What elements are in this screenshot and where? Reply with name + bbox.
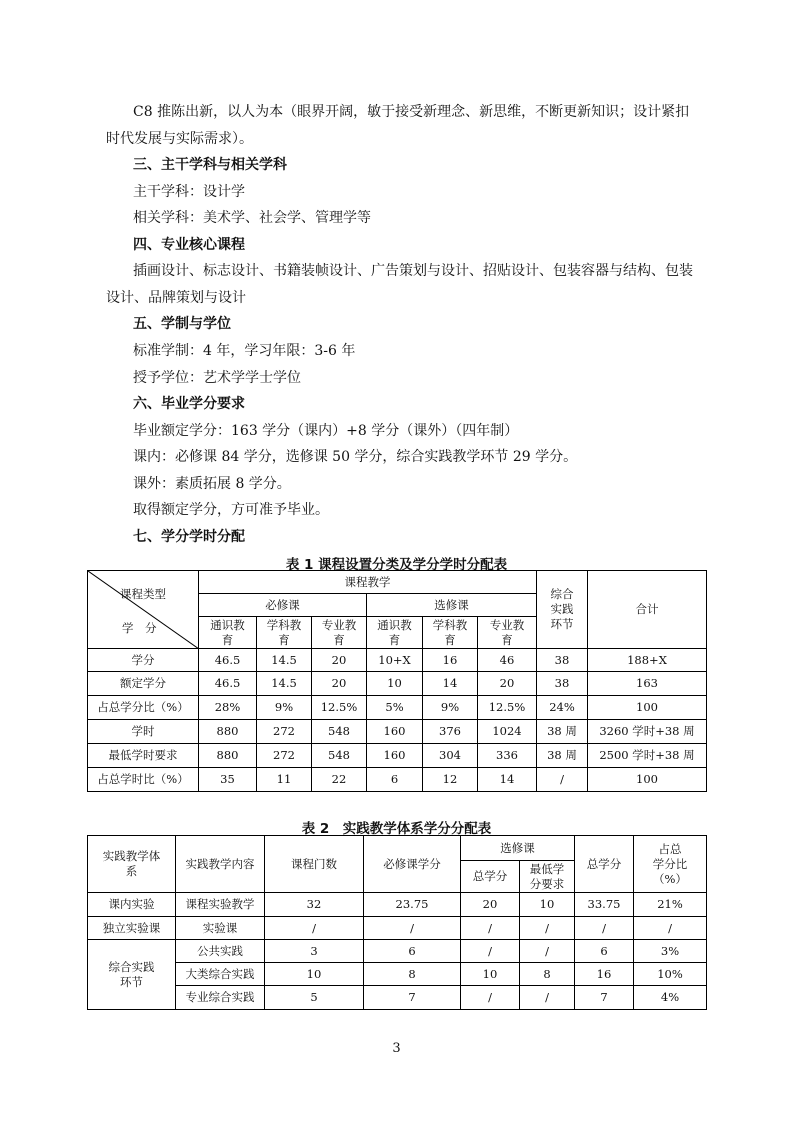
cell: 46: [478, 649, 537, 672]
sub-header: 通识教 育: [367, 617, 423, 649]
corner-course-type: 课程类型: [120, 587, 166, 601]
cell: 3: [265, 940, 364, 963]
cell: 304: [423, 744, 478, 768]
cell: 24%: [537, 696, 588, 720]
cell: 14.5: [257, 672, 312, 696]
cell: /: [634, 917, 707, 940]
credits-in: 课内：必修课 84 学分，选修课 50 学分，综合实践教学环节 29 学分。: [133, 449, 578, 465]
table2-caption: 表 2 实践教学体系学分分配表: [301, 821, 492, 837]
row-label: 最低学时要求: [88, 744, 199, 768]
cell: 6: [575, 940, 634, 963]
heading-core-courses: 四、专业核心课程: [133, 237, 245, 253]
header-ratio: 占总 学分比 （%）: [634, 836, 707, 893]
cell: 11: [257, 768, 312, 792]
credits-out: 课外：素质拓展 8 学分。: [133, 476, 291, 492]
cell: 10+X: [367, 649, 423, 672]
table-row: [88, 963, 707, 986]
table-row: [88, 768, 707, 792]
core-courses-line2: 设计、品牌策划与设计: [106, 290, 246, 306]
sub-header: 通识教 育: [199, 617, 257, 649]
row-content: 实验课: [176, 917, 265, 940]
sub-header: 学科教 育: [423, 617, 478, 649]
heading-disciplines: 三、主干学科与相关学科: [133, 157, 287, 173]
table-row: [88, 893, 707, 917]
cell: 3%: [634, 940, 707, 963]
cell: 16: [423, 649, 478, 672]
header-elective: 选修课: [461, 836, 575, 861]
cell: 28%: [199, 696, 257, 720]
cell: 10: [461, 963, 520, 986]
table1-corner-cell: [88, 571, 199, 649]
cell: 38 周: [537, 720, 588, 744]
cell: 160: [367, 720, 423, 744]
cell: /: [265, 917, 364, 940]
table-row: [88, 696, 707, 720]
cell: 9%: [257, 696, 312, 720]
cell: 163: [588, 672, 707, 696]
cell: 38: [537, 672, 588, 696]
core-courses-line1: 插画设计、标志设计、书籍装帧设计、广告策划与设计、招贴设计、包装容器与结构、包装: [133, 263, 693, 279]
sub-header: 专业教 育: [312, 617, 367, 649]
cell: 8: [364, 963, 461, 986]
table-row: [88, 744, 707, 768]
cell: 272: [257, 720, 312, 744]
cell: 10: [265, 963, 364, 986]
heading-credit-requirements: 六、毕业学分要求: [133, 396, 245, 412]
cell: 880: [199, 744, 257, 768]
table-row: [88, 986, 707, 1010]
header-elective-total: 总学分: [461, 861, 520, 893]
cell: 35: [199, 768, 257, 792]
cell: 160: [367, 744, 423, 768]
cell: 12: [423, 768, 478, 792]
cell: 188+X: [588, 649, 707, 672]
row-label: 学时: [88, 720, 199, 744]
cell: 548: [312, 720, 367, 744]
degree: 授予学位：艺术学学士学位: [133, 370, 301, 386]
cell: 880: [199, 720, 257, 744]
cell: /: [364, 917, 461, 940]
cell: 20: [461, 893, 520, 917]
cell: 21%: [634, 893, 707, 917]
cell: /: [461, 917, 520, 940]
cell: 10%: [634, 963, 707, 986]
cell: 22: [312, 768, 367, 792]
col-practice: 综合 实践 环节: [537, 571, 588, 649]
cell: 100: [588, 696, 707, 720]
row-system: 课内实验: [88, 893, 176, 917]
cell: 6: [367, 768, 423, 792]
table-row: [88, 672, 707, 696]
diagonal-line: [88, 571, 199, 649]
cell: 16: [575, 963, 634, 986]
related-discipline: 相关学科：美术学、社会学、管理学等: [133, 210, 371, 226]
header-total-credits: 总学分: [575, 836, 634, 893]
row-system: 独立实验课: [88, 917, 176, 940]
cell: /: [537, 768, 588, 792]
cell: 14.5: [257, 649, 312, 672]
header-system: 实践教学体 系: [88, 836, 176, 893]
cell: 272: [257, 744, 312, 768]
header-elective-min: 最低学 分要求: [520, 861, 575, 893]
c8-line2: 时代发展与实际需求）。: [106, 131, 253, 147]
row-content: 课程实验教学: [176, 893, 265, 917]
cell: 7: [575, 986, 634, 1010]
heading-duration-degree: 五、学制与学位: [133, 316, 231, 332]
table-row: [88, 720, 707, 744]
cell: 7: [364, 986, 461, 1010]
cell: 9%: [423, 696, 478, 720]
header-course-count: 课程门数: [265, 836, 364, 893]
cell: 12.5%: [312, 696, 367, 720]
table-row: [88, 917, 707, 940]
cell: /: [461, 986, 520, 1010]
cell: 376: [423, 720, 478, 744]
cell: 46.5: [199, 672, 257, 696]
duration: 标准学制：4 年，学习年限：3-6 年: [133, 343, 356, 359]
cell: /: [520, 917, 575, 940]
cell: 4%: [634, 986, 707, 1010]
cell: /: [461, 940, 520, 963]
cell: 14: [478, 768, 537, 792]
sub-header: 学科教 育: [257, 617, 312, 649]
cell: 46.5: [199, 649, 257, 672]
cell: 10: [367, 672, 423, 696]
group-required: 必修课: [199, 594, 367, 617]
cell: 32: [265, 893, 364, 917]
col-total: 合计: [588, 571, 707, 649]
cell: 20: [312, 649, 367, 672]
corner-credits: 学 分: [122, 621, 157, 635]
cell: 23.75: [364, 893, 461, 917]
table1-caption: 表 1 课程设置分类及学分学时分配表: [285, 557, 508, 573]
row-content: 公共实践: [176, 940, 265, 963]
cell: 38: [537, 649, 588, 672]
cell: 10: [520, 893, 575, 917]
cell: /: [575, 917, 634, 940]
cell: 5: [265, 986, 364, 1010]
row-label: 学分: [88, 649, 199, 672]
main-discipline: 主干学科：设计学: [133, 184, 245, 200]
header-content: 实践教学内容: [176, 836, 265, 893]
cell: 6: [364, 940, 461, 963]
cell: 12.5%: [478, 696, 537, 720]
cell: 14: [423, 672, 478, 696]
group-course-teaching: 课程教学: [199, 571, 537, 594]
cell: 100: [588, 768, 707, 792]
cell: 20: [312, 672, 367, 696]
credits-total: 毕业额定学分：163 学分（课内）+8 学分（课外）（四年制）: [133, 423, 519, 439]
c8-line1: C8 推陈出新，以人为本（眼界开阔，敏于接受新理念、新思维，不断更新知识；设计紧扣: [133, 104, 690, 120]
cell: 336: [478, 744, 537, 768]
row-label: 额定学分: [88, 672, 199, 696]
cell: /: [520, 986, 575, 1010]
cell: 548: [312, 744, 367, 768]
table-row: [88, 649, 707, 672]
heading-credit-hours: 七、学分学时分配: [133, 529, 245, 545]
cell: /: [520, 940, 575, 963]
cell: 2500 学时+38 周: [588, 744, 707, 768]
cell: 1024: [478, 720, 537, 744]
cell: 3260 学时+38 周: [588, 720, 707, 744]
cell: 8: [520, 963, 575, 986]
table1: [87, 570, 707, 792]
cell: 5%: [367, 696, 423, 720]
sub-header: 专业教 育: [478, 617, 537, 649]
row-content: 大类综合实践: [176, 963, 265, 986]
row-content: 专业综合实践: [176, 986, 265, 1010]
table2: [87, 835, 707, 1010]
row-label: 占总学时比（%）: [88, 768, 199, 792]
group-elective: 选修课: [367, 594, 537, 617]
row-label: 占总学分比（%）: [88, 696, 199, 720]
graduate-note: 取得额定学分，方可准予毕业。: [133, 502, 329, 518]
cell: 38 周: [537, 744, 588, 768]
page-number: 3: [392, 1041, 401, 1056]
cell: 20: [478, 672, 537, 696]
cell: 33.75: [575, 893, 634, 917]
table-row: [88, 940, 707, 963]
row-system: 综合实践 环节: [88, 940, 176, 1010]
header-required-credits: 必修课学分: [364, 836, 461, 893]
